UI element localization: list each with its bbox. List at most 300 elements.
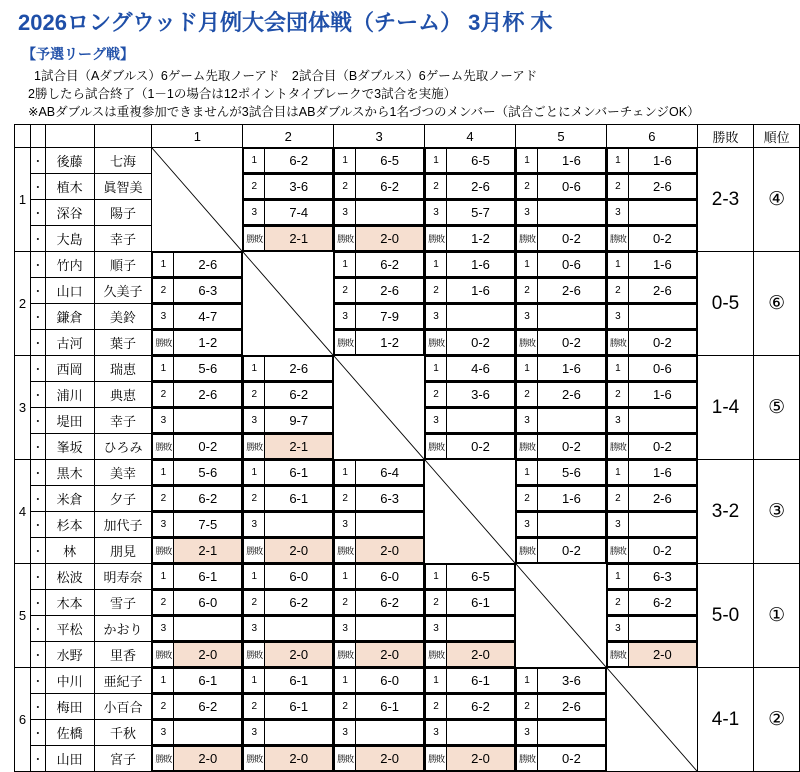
game-number: 3 <box>607 617 628 641</box>
match-score-cell <box>425 434 516 460</box>
game-number: 3 <box>335 513 356 537</box>
game-number: 3 <box>244 617 265 641</box>
match-result-label: 勝敗 <box>335 643 356 667</box>
player-given-name: 眞智美 <box>94 174 152 200</box>
match-score-cell <box>334 616 425 642</box>
game-score <box>537 721 605 745</box>
match-score-cell <box>515 356 606 382</box>
game-score: 7-9 <box>356 305 424 329</box>
match-score-cell <box>334 538 425 564</box>
match-result: 2-0 <box>356 539 424 563</box>
game-score: 6-1 <box>447 669 515 693</box>
game-number: 2 <box>244 487 265 511</box>
match-score-cell <box>152 694 243 720</box>
table-row <box>15 330 800 356</box>
game-number: 3 <box>426 721 447 745</box>
match-result-label: 勝敗 <box>335 227 356 251</box>
player-family-name: 峯坂 <box>45 434 94 460</box>
match-score-cell <box>606 538 697 564</box>
match-result: 0-2 <box>537 539 605 563</box>
match-result: 2-0 <box>356 643 424 667</box>
match-result-label: 勝敗 <box>426 643 447 667</box>
diagonal-blank-cell <box>243 252 334 356</box>
game-number: 1 <box>426 149 447 173</box>
match-result: 0-2 <box>628 539 696 563</box>
match-result: 2-0 <box>265 643 333 667</box>
match-score-cell <box>425 408 516 434</box>
match-score-cell <box>152 512 243 538</box>
game-score <box>628 305 696 329</box>
game-score: 4-6 <box>447 357 515 381</box>
game-score: 6-0 <box>356 669 424 693</box>
match-result: 1-2 <box>447 227 515 251</box>
game-number: 3 <box>426 201 447 225</box>
team-number: 1 <box>15 148 31 252</box>
match-result-label: 勝敗 <box>153 435 174 459</box>
game-score: 6-2 <box>265 149 333 173</box>
game-score: 2-6 <box>265 357 333 381</box>
player-bullet: ・ <box>31 538 46 564</box>
game-score: 1-6 <box>537 487 605 511</box>
game-score: 7-5 <box>174 513 242 537</box>
game-number: 1 <box>335 253 356 277</box>
game-number: 1 <box>244 149 265 173</box>
match-score-cell <box>425 330 516 356</box>
game-score <box>174 721 242 745</box>
table-row <box>15 616 800 642</box>
player-family-name: 佐橋 <box>45 720 94 746</box>
game-number: 3 <box>153 617 174 641</box>
match-score-cell <box>334 668 425 694</box>
match-result-label: 勝敗 <box>244 435 265 459</box>
match-score-cell <box>152 486 243 512</box>
game-number: 1 <box>516 461 537 485</box>
player-given-name: 七海 <box>94 148 152 174</box>
diagonal-blank-cell <box>152 148 243 252</box>
match-score-cell <box>515 746 606 772</box>
game-score: 6-1 <box>265 695 333 719</box>
header-bullet <box>31 125 46 148</box>
match-result: 0-2 <box>447 435 515 459</box>
game-score: 6-2 <box>265 383 333 407</box>
game-score: 2-6 <box>356 279 424 303</box>
game-number: 3 <box>516 201 537 225</box>
game-number: 2 <box>607 175 628 199</box>
match-score-cell <box>606 252 697 278</box>
game-number: 3 <box>607 305 628 329</box>
game-score: 6-2 <box>174 695 242 719</box>
player-bullet: ・ <box>31 512 46 538</box>
match-score-cell <box>606 616 697 642</box>
team-result: 3-2 <box>697 460 753 564</box>
match-result-label: 勝敗 <box>335 331 356 355</box>
game-score: 6-2 <box>356 591 424 615</box>
header-result: 勝敗 <box>697 125 753 148</box>
player-family-name: 堤田 <box>45 408 94 434</box>
table-row <box>15 642 800 668</box>
team-result: 2-3 <box>697 148 753 252</box>
match-score-cell <box>515 720 606 746</box>
game-score <box>265 721 333 745</box>
match-result: 0-2 <box>174 435 242 459</box>
team-number: 6 <box>15 668 31 772</box>
match-score-cell <box>243 226 334 252</box>
player-family-name: 大島 <box>45 226 94 252</box>
match-score-cell <box>515 694 606 720</box>
team-rank: ⑤ <box>754 356 800 460</box>
game-number: 1 <box>607 253 628 277</box>
game-score: 6-5 <box>447 149 515 173</box>
match-result: 0-2 <box>628 331 696 355</box>
game-score: 6-1 <box>265 487 333 511</box>
game-number: 3 <box>516 721 537 745</box>
match-score-cell <box>606 278 697 304</box>
game-score: 3-6 <box>447 383 515 407</box>
match-result: 2-0 <box>174 643 242 667</box>
player-given-name: かおり <box>94 616 152 642</box>
player-bullet: ・ <box>31 486 46 512</box>
match-result-label: 勝敗 <box>607 539 628 563</box>
game-number: 2 <box>244 175 265 199</box>
match-score-cell <box>425 590 516 616</box>
player-given-name: 加代子 <box>94 512 152 538</box>
match-result-label: 勝敗 <box>335 539 356 563</box>
table-row <box>15 668 800 694</box>
table-header-row <box>15 125 800 148</box>
header-opponent-4: 4 <box>425 125 516 148</box>
match-result: 2-1 <box>265 227 333 251</box>
game-score: 2-6 <box>537 695 605 719</box>
game-number: 3 <box>516 305 537 329</box>
match-score-cell <box>606 512 697 538</box>
match-score-cell <box>515 408 606 434</box>
match-score-cell <box>606 330 697 356</box>
game-number: 1 <box>244 565 265 589</box>
table-row <box>15 304 800 330</box>
match-result: 2-0 <box>265 747 333 771</box>
match-result: 2-0 <box>356 227 424 251</box>
game-score <box>265 617 333 641</box>
header-opponent-3: 3 <box>334 125 425 148</box>
match-score-cell <box>425 694 516 720</box>
game-score: 6-1 <box>356 695 424 719</box>
match-score-cell <box>425 616 516 642</box>
match-score-cell <box>515 512 606 538</box>
match-score-cell <box>152 564 243 590</box>
header-family-name <box>45 125 94 148</box>
game-score: 2-6 <box>174 253 242 277</box>
match-result-label: 勝敗 <box>244 747 265 771</box>
player-bullet: ・ <box>31 590 46 616</box>
match-score-cell <box>515 668 606 694</box>
match-result: 2-0 <box>628 643 696 667</box>
player-bullet: ・ <box>31 278 46 304</box>
match-result-label: 勝敗 <box>607 331 628 355</box>
match-score-cell <box>243 200 334 226</box>
game-score: 7-4 <box>265 201 333 225</box>
match-result: 1-2 <box>174 331 242 355</box>
table-row <box>15 278 800 304</box>
player-bullet: ・ <box>31 408 46 434</box>
match-score-cell <box>425 746 516 772</box>
game-number: 1 <box>153 357 174 381</box>
game-score: 4-7 <box>174 305 242 329</box>
game-number: 2 <box>335 279 356 303</box>
player-bullet: ・ <box>31 564 46 590</box>
game-number: 1 <box>153 461 174 485</box>
match-score-cell <box>243 720 334 746</box>
game-score: 6-5 <box>447 565 515 589</box>
header-rank: 順位 <box>754 125 800 148</box>
match-score-cell <box>334 200 425 226</box>
match-score-cell <box>606 226 697 252</box>
game-score: 0-6 <box>537 253 605 277</box>
game-number: 1 <box>335 669 356 693</box>
match-result: 0-2 <box>537 331 605 355</box>
team-result: 0-5 <box>697 252 753 356</box>
game-score <box>628 201 696 225</box>
match-result-label: 勝敗 <box>153 331 174 355</box>
player-family-name: 古河 <box>45 330 94 356</box>
game-number: 1 <box>426 253 447 277</box>
game-score: 1-6 <box>447 253 515 277</box>
game-number: 3 <box>426 617 447 641</box>
player-family-name: 水野 <box>45 642 94 668</box>
team-number: 4 <box>15 460 31 564</box>
match-score-cell <box>334 564 425 590</box>
player-given-name: 幸子 <box>94 226 152 252</box>
match-score-cell <box>515 278 606 304</box>
match-score-cell <box>243 408 334 434</box>
match-result-label: 勝敗 <box>153 747 174 771</box>
game-score <box>537 409 605 433</box>
player-given-name: 幸子 <box>94 408 152 434</box>
match-score-cell <box>334 330 425 356</box>
game-number: 2 <box>335 591 356 615</box>
match-score-cell <box>515 304 606 330</box>
team-result: 1-4 <box>697 356 753 460</box>
match-result-label: 勝敗 <box>426 747 447 771</box>
game-number: 3 <box>244 409 265 433</box>
player-given-name: 瑞恵 <box>94 356 152 382</box>
match-score-cell <box>515 382 606 408</box>
game-score: 1-6 <box>628 149 696 173</box>
game-number: 1 <box>607 565 628 589</box>
player-family-name: 西岡 <box>45 356 94 382</box>
match-score-cell <box>152 720 243 746</box>
game-score: 0-6 <box>537 175 605 199</box>
game-number: 1 <box>516 357 537 381</box>
section-subtitle: 【予選リーグ戦】 <box>22 46 134 62</box>
header-opponent-6: 6 <box>606 125 697 148</box>
match-score-cell <box>243 538 334 564</box>
game-number: 3 <box>607 513 628 537</box>
game-number: 1 <box>426 357 447 381</box>
match-score-cell <box>152 538 243 564</box>
match-result: 2-0 <box>265 539 333 563</box>
game-number: 2 <box>426 695 447 719</box>
match-score-cell <box>425 148 516 174</box>
player-family-name: 後藤 <box>45 148 94 174</box>
match-result-label: 勝敗 <box>426 435 447 459</box>
match-score-cell <box>334 252 425 278</box>
match-score-cell <box>515 226 606 252</box>
match-score-cell <box>515 200 606 226</box>
match-score-cell <box>334 590 425 616</box>
player-bullet: ・ <box>31 330 46 356</box>
match-result-label: 勝敗 <box>426 331 447 355</box>
game-score: 1-6 <box>537 149 605 173</box>
match-score-cell <box>334 512 425 538</box>
game-number: 1 <box>516 253 537 277</box>
match-score-cell <box>515 148 606 174</box>
team-rank: ① <box>754 564 800 668</box>
game-number: 2 <box>607 487 628 511</box>
match-result: 0-2 <box>537 227 605 251</box>
table-row <box>15 252 800 278</box>
match-result: 2-1 <box>174 539 242 563</box>
game-score <box>537 305 605 329</box>
player-given-name: 美鈴 <box>94 304 152 330</box>
game-number: 2 <box>335 487 356 511</box>
match-score-cell <box>243 460 334 486</box>
player-bullet: ・ <box>31 252 46 278</box>
match-score-cell <box>606 434 697 460</box>
game-score <box>628 513 696 537</box>
table-row <box>15 148 800 174</box>
game-score: 6-4 <box>356 461 424 485</box>
match-score-cell <box>606 382 697 408</box>
game-score: 1-6 <box>537 357 605 381</box>
match-score-cell <box>606 148 697 174</box>
match-score-cell <box>152 668 243 694</box>
game-number: 3 <box>607 409 628 433</box>
match-score-cell <box>606 642 697 668</box>
match-score-cell <box>152 746 243 772</box>
match-score-cell <box>425 642 516 668</box>
game-score <box>356 513 424 537</box>
game-number: 3 <box>153 305 174 329</box>
game-score: 6-2 <box>628 591 696 615</box>
match-score-cell <box>243 564 334 590</box>
match-result: 2-0 <box>356 747 424 771</box>
match-result-label: 勝敗 <box>516 539 537 563</box>
game-score: 3-6 <box>265 175 333 199</box>
match-score-cell <box>606 174 697 200</box>
game-score: 9-7 <box>265 409 333 433</box>
game-number: 1 <box>335 461 356 485</box>
match-result-label: 勝敗 <box>335 747 356 771</box>
page-title: 2026ロングウッド月例大会団体戦（チーム） 3月杯 木 <box>18 10 553 35</box>
game-number: 2 <box>607 591 628 615</box>
game-number: 1 <box>426 565 447 589</box>
team-rank: ⑥ <box>754 252 800 356</box>
game-number: 1 <box>153 253 174 277</box>
match-result-label: 勝敗 <box>607 643 628 667</box>
player-bullet: ・ <box>31 694 46 720</box>
player-bullet: ・ <box>31 148 46 174</box>
match-result-label: 勝敗 <box>244 227 265 251</box>
game-number: 1 <box>607 357 628 381</box>
table-row <box>15 174 800 200</box>
match-result-label: 勝敗 <box>426 227 447 251</box>
match-score-cell <box>606 408 697 434</box>
player-bullet: ・ <box>31 460 46 486</box>
player-given-name: 順子 <box>94 252 152 278</box>
table-row <box>15 512 800 538</box>
player-family-name: 木本 <box>45 590 94 616</box>
game-score: 6-2 <box>265 591 333 615</box>
game-number: 2 <box>244 695 265 719</box>
match-result: 2-0 <box>174 747 242 771</box>
match-score-cell <box>515 174 606 200</box>
header-opponent-2: 2 <box>243 125 334 148</box>
game-number: 2 <box>426 383 447 407</box>
match-score-cell <box>515 460 606 486</box>
game-number: 1 <box>244 461 265 485</box>
table-row <box>15 538 800 564</box>
game-score: 1-6 <box>628 253 696 277</box>
game-number: 2 <box>153 279 174 303</box>
match-score-cell <box>425 226 516 252</box>
game-number: 3 <box>244 513 265 537</box>
player-given-name: 陽子 <box>94 200 152 226</box>
game-score: 2-6 <box>537 383 605 407</box>
player-given-name: 小百合 <box>94 694 152 720</box>
match-score-cell <box>606 460 697 486</box>
match-score-cell <box>425 720 516 746</box>
note-line-1: 1試合目（Aダブルス）6ゲーム先取ノーアド 2試合目（Bダブルス）6ゲーム先取ノーアド <box>34 69 538 83</box>
match-score-cell <box>152 304 243 330</box>
game-number: 2 <box>516 279 537 303</box>
header-opponent-1: 1 <box>152 125 243 148</box>
match-score-cell <box>515 538 606 564</box>
game-number: 3 <box>335 721 356 745</box>
game-score <box>356 201 424 225</box>
match-score-cell <box>152 408 243 434</box>
match-result-label: 勝敗 <box>244 643 265 667</box>
match-score-cell <box>243 512 334 538</box>
player-given-name: 美幸 <box>94 460 152 486</box>
diagonal-blank-cell <box>334 356 425 460</box>
game-number: 2 <box>244 383 265 407</box>
match-score-cell <box>152 330 243 356</box>
game-number: 3 <box>335 617 356 641</box>
game-score: 2-6 <box>628 175 696 199</box>
note-line-3: ※ABダブルスは重複参加できませんが3試合目はABダブルスから1名づつのメンバー（試合ごとにメンバーチェンジOK） <box>28 105 700 119</box>
match-result: 0-2 <box>537 747 605 771</box>
game-score <box>174 409 242 433</box>
header-given-name <box>94 125 152 148</box>
match-score-cell <box>243 382 334 408</box>
match-score-cell <box>243 174 334 200</box>
team-rank: ③ <box>754 460 800 564</box>
diagonal-blank-cell <box>606 668 697 772</box>
game-number: 2 <box>335 175 356 199</box>
player-bullet: ・ <box>31 200 46 226</box>
player-family-name: 竹内 <box>45 252 94 278</box>
game-score <box>356 721 424 745</box>
game-number: 3 <box>426 305 447 329</box>
match-result: 0-2 <box>628 435 696 459</box>
game-number: 1 <box>153 565 174 589</box>
match-score-cell <box>606 200 697 226</box>
game-number: 2 <box>153 591 174 615</box>
game-number: 1 <box>607 461 628 485</box>
game-number: 1 <box>335 149 356 173</box>
match-score-cell <box>606 356 697 382</box>
player-given-name: 雪子 <box>94 590 152 616</box>
